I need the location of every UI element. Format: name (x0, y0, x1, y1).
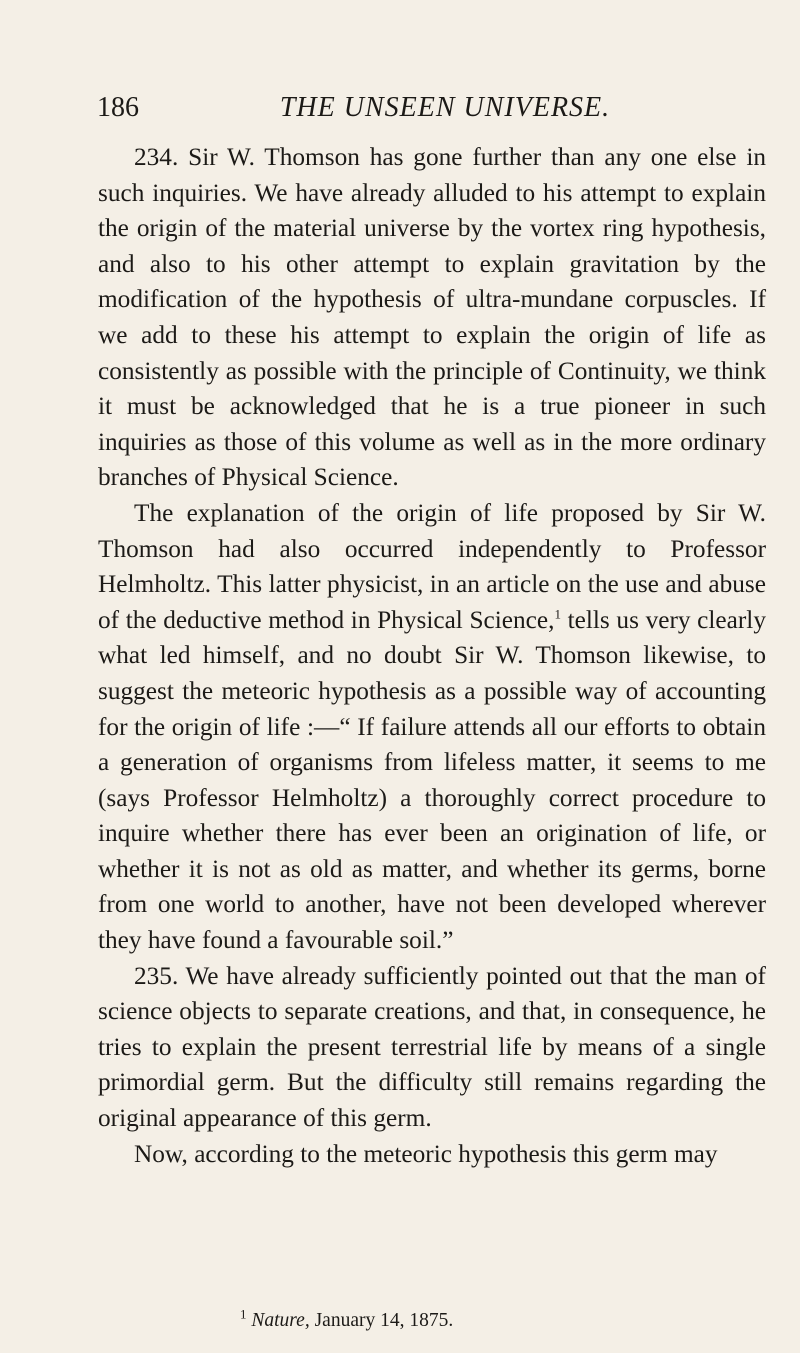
running-title: THE UNSEEN UNIVERSE. (279, 92, 611, 123)
paragraph-helmholtz-text-after-note: tells us very clearly what led himself, and no doubt Sir W. Thomson likewise, to suggest the meteoric hypothesis as a possible way of accounting for the origin of life :—“ If failure attends all our efforts to obtain a generation of organisms from lifeless matter, it seems to me (says Professor Helmholtz) a thoroughly correct procedure to inquire whether there has ever been an origination of life, or whether it is not as old as matter, and whether its germs, borne from one world to another, have not been developed wherever they have found a favourable soil.” (98, 605, 766, 955)
footnote-date: January 14, 1875. (314, 1310, 454, 1331)
page-header (97, 90, 793, 126)
paragraph-234: 234. Sir W. Thomson has gone further than any one else in such inquiries. We have already alluded to his attempt to explain the origin of the material universe by the vortex ring hypothesis, and also to his other attempt to explain gravitation by the modification of the hypothesis of ultra-mundane corpuscles. If we add to these his attempt to explain the origin of life as consistently as possible with the principle of Continuity, we think it must be acknowledged that he is a true pioneer in such inquiries as those of this volume as well as in the more ordinary branches of Physical Science. (98, 143, 766, 492)
paragraph-meteoric-hypothesis: Now, according to the meteoric hypothesis this germ may (134, 1139, 718, 1168)
footnote-reference: 1 (554, 606, 561, 622)
paragraph-helmholtz (98, 496, 766, 959)
footnote-marker: 1 (240, 1306, 247, 1322)
page-number: 186 (97, 92, 139, 123)
paragraph-235: 235. We have already sufficiently pointed out that the man of science objects to separate creations, and that, in consequence, he tries to explain the present terrestrial life by means of a single primordial germ. But the difficulty still remains regarding the original appearance of this germ. (98, 961, 766, 1133)
footnote (240, 1308, 700, 1334)
paragraph-helmholtz-text-before-note: The explanation of the origin of life proposed by Sir W. Thomson had also occurred independently to Professor Helmholtz. This latter physicist, in an article on the use and abuse of the deductive method in Physical Science, (98, 498, 766, 634)
body-text (98, 140, 766, 1172)
footnote-source: Nature, (251, 1310, 310, 1331)
